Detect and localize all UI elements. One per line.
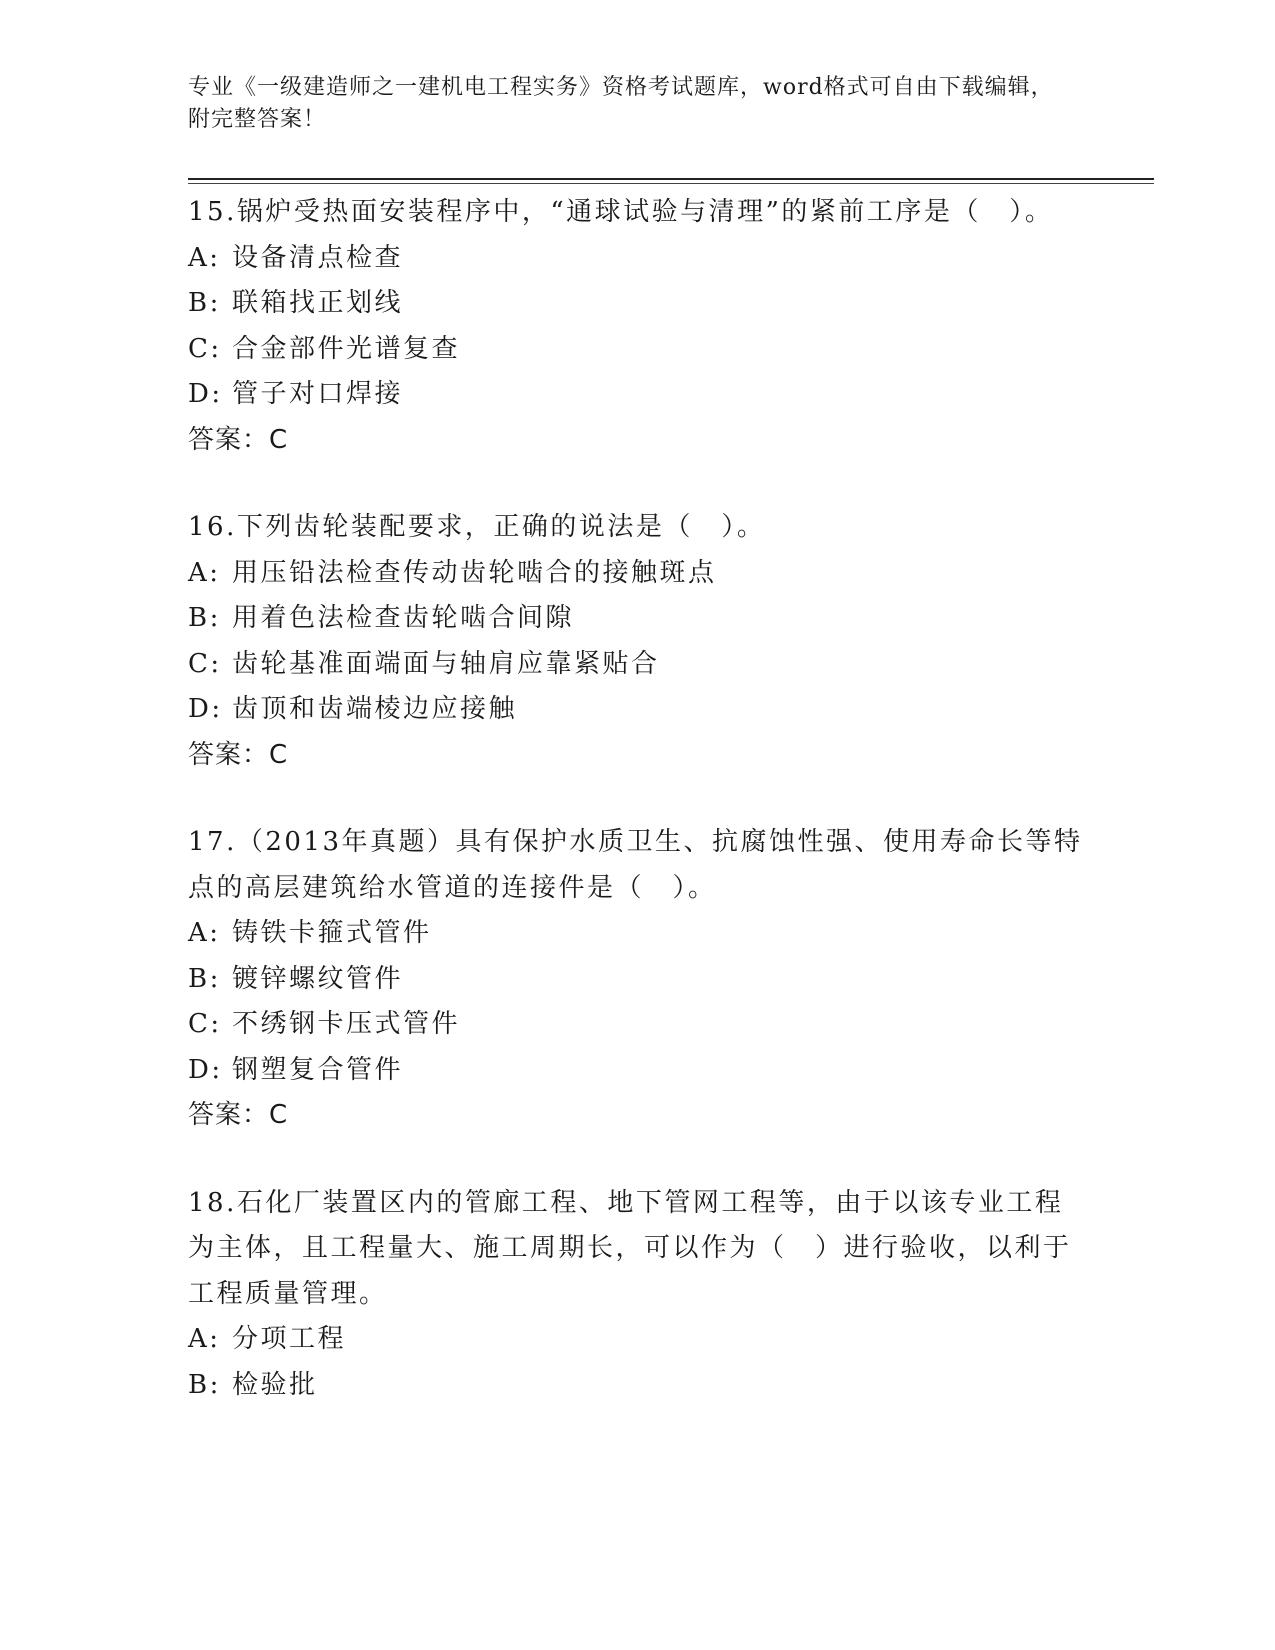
option-a	[188, 911, 1088, 957]
option-letter: A:	[188, 1324, 221, 1354]
question-stem: 17.（2013年真题）具有保护水质卫生、抗腐蚀性强、使用寿命长等特点的高层建筑给水管道的连接件是（ ）。	[188, 827, 1083, 903]
option-b	[188, 1363, 1088, 1409]
option-text: 合金部件光谱复查	[232, 333, 461, 364]
option-letter: D:	[188, 1054, 223, 1085]
option-text: 设备清点检查	[232, 242, 404, 273]
option-c	[188, 1002, 1088, 1048]
option-letter: B:	[188, 1369, 221, 1400]
option-c	[188, 642, 1088, 688]
question-18	[188, 1181, 1088, 1409]
option-text: 铸铁卡箍式管件	[232, 918, 432, 948]
header-divider-thin	[188, 183, 1154, 184]
option-text: 钢塑复合管件	[232, 1054, 404, 1085]
option-d	[188, 687, 1088, 733]
option-b	[188, 281, 1088, 327]
option-text: 齿轮基准面端面与轴肩应靠紧贴合	[232, 648, 660, 679]
option-letter: C:	[188, 333, 222, 364]
option-letter: C:	[188, 648, 222, 679]
answer-line: 答案：C	[188, 1100, 289, 1130]
answer-line: 答案：C	[188, 739, 289, 770]
question-stem: 16.下列齿轮装配要求，正确的说法是（ ）。	[188, 512, 766, 542]
option-b	[188, 596, 1088, 642]
option-text: 镀锌螺纹管件	[232, 963, 404, 994]
option-letter: B:	[188, 603, 221, 633]
option-d	[188, 1048, 1088, 1094]
option-a	[188, 236, 1088, 282]
option-letter: B:	[188, 288, 221, 318]
option-text: 用着色法检查齿轮啮合间隙	[232, 603, 575, 633]
answer-line: 答案：C	[188, 424, 289, 455]
option-letter: A:	[188, 242, 221, 273]
document-header: 专业《一级建造师之一建机电工程实务》资格考试题库，word格式可自由下载编辑，附完整答案！	[188, 75, 1054, 132]
option-text: 不绣钢卡压式管件	[232, 1009, 461, 1039]
option-text: 用压铅法检查传动齿轮啮合的接触斑点	[232, 557, 717, 588]
option-text: 分项工程	[232, 1324, 347, 1354]
option-letter: A:	[188, 918, 221, 948]
question-15	[188, 190, 1088, 463]
option-text: 检验批	[232, 1369, 318, 1400]
header-divider-thick	[188, 178, 1154, 180]
option-a	[188, 1317, 1088, 1363]
option-d	[188, 372, 1088, 418]
option-a	[188, 551, 1088, 597]
option-letter: A:	[188, 557, 221, 588]
option-letter: B:	[188, 963, 221, 994]
option-letter: C:	[188, 1009, 222, 1039]
question-16	[188, 505, 1088, 778]
option-text: 联箱找正划线	[232, 288, 404, 318]
option-text: 齿顶和齿端棱边应接触	[232, 694, 518, 724]
question-list	[188, 190, 1088, 1450]
question-17	[188, 820, 1088, 1139]
option-text: 管子对口焊接	[232, 379, 404, 409]
option-letter: D:	[188, 694, 223, 724]
option-c	[188, 327, 1088, 373]
option-letter: D:	[188, 379, 223, 409]
question-stem: 15.锅炉受热面安装程序中，“通球试验与清理”的紧前工序是（ ）。	[188, 197, 1054, 227]
option-b	[188, 957, 1088, 1003]
question-stem: 18.石化厂装置区内的管廊工程、地下管网工程等，由于以该专业工程为主体，且工程量大、施工周期长，可以作为（ ）进行验收，以利于工程质量管理。	[188, 1187, 1072, 1309]
